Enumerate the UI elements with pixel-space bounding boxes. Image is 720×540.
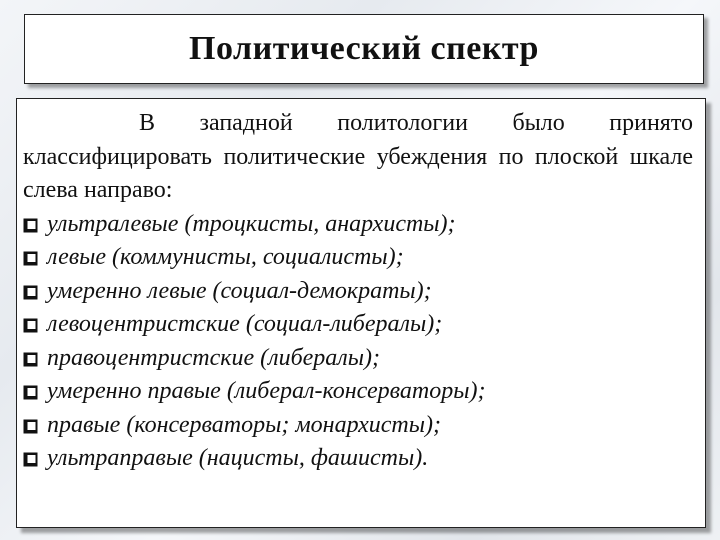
list-item-text: левые (коммунисты, социалисты); bbox=[47, 244, 404, 271]
list-item bbox=[23, 208, 693, 242]
intro-paragraph: В западной политологии было принято классифицировать политические убеждения по плоской шкале слева направо: bbox=[23, 110, 693, 203]
slide-title: Политический спектр bbox=[189, 30, 539, 67]
list-item-text: правые (консерваторы; монархисты); bbox=[47, 411, 441, 438]
square-bullet-icon bbox=[23, 452, 38, 467]
square-bullet-icon bbox=[23, 385, 38, 400]
list-item-text: ультралевые (троцкисты, анархисты); bbox=[47, 210, 456, 237]
list-item bbox=[23, 375, 693, 409]
list-item bbox=[23, 409, 693, 443]
title-box bbox=[24, 14, 704, 84]
list-item bbox=[23, 442, 693, 476]
spectrum-list bbox=[23, 208, 693, 476]
list-item-text: левоцентристские (социал-либералы); bbox=[47, 311, 443, 338]
square-bullet-icon bbox=[23, 285, 38, 300]
list-item bbox=[23, 308, 693, 342]
list-item bbox=[23, 342, 693, 376]
list-item-text: умеренно правые (либерал-консерваторы); bbox=[47, 378, 486, 405]
square-bullet-icon bbox=[23, 352, 38, 367]
square-bullet-icon bbox=[23, 318, 38, 333]
content-box bbox=[16, 98, 706, 528]
square-bullet-icon bbox=[23, 251, 38, 266]
list-item-text: правоцентристские (либералы); bbox=[47, 344, 380, 371]
list-item-text: умеренно левые (социал-демократы); bbox=[47, 277, 432, 304]
square-bullet-icon bbox=[23, 419, 38, 434]
list-item bbox=[23, 275, 693, 309]
list-item bbox=[23, 241, 693, 275]
square-bullet-icon bbox=[23, 218, 38, 233]
list-item-text: ультраправые (нацисты, фашисты). bbox=[47, 445, 429, 472]
